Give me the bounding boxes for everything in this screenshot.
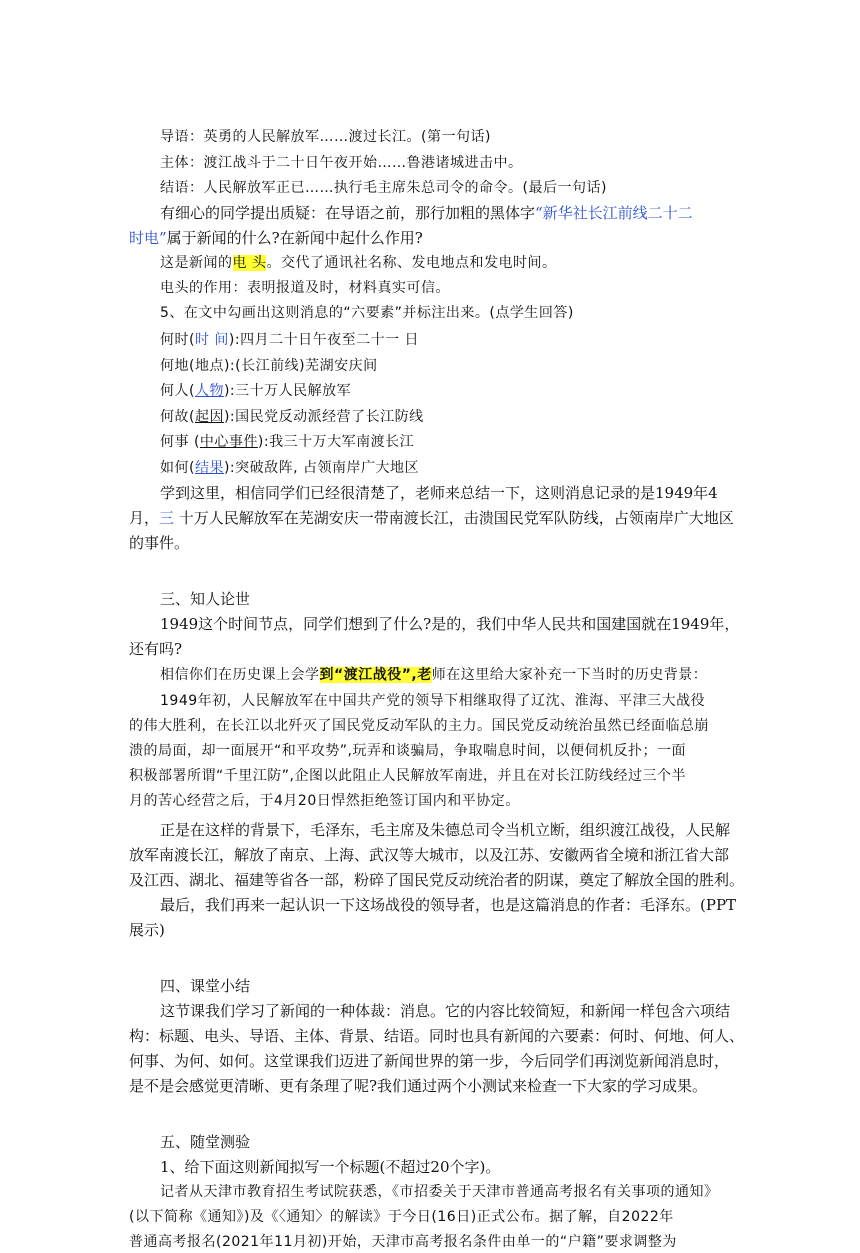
lesson-summary-line: 构：标题、电头、导语、主体、背景、结语。同时也具有新闻的六要素：何时、何地、何人、 [129,1027,745,1045]
summary-para-line: 学到这里，相信同学们已经很清楚了，老师来总结一下，这则消息记录的是1949年4 [160,484,718,502]
element-prefix: 如何( [160,460,195,476]
element-where: 何地(地点):(长江前线)芜湖安庆间 [160,358,378,374]
lesson-summary-line: 这节课我们学习了新闻的一种体裁：消息。它的内容比较简短，和新闻一样包含六项结 [160,1002,731,1020]
section-heading-3: 三、知人论世 [160,590,251,608]
quiz-question-1: 1、给下面这则新闻拟写一个标题(不超过20个字)。 [160,1158,501,1176]
context-line: 1949这个时间节点，同学们想到了什么?是的，我们中华人民共和国建国就在1949年， [160,615,740,633]
summary-text: 月， [129,509,160,527]
lead-line: 导语：英勇的人民解放军……渡过长江。(第一句话) [160,129,491,145]
history-para-line: 1949年初，人民解放军在中国共产党的领导下相继取得了辽沈、淮海、平津三大战役 [160,693,706,709]
task-5: 5、在文中勾画出这则消息的“六要素”并标注出来。(点学生回答) [160,305,574,321]
history-text: 相信你们在历史课上会学 [160,667,320,683]
background-para-line: 及江西、湖北、福建等省各一部，粉碎了国民党反动统治者的阴谋，奠定了解放全国的胜利。 [129,871,745,889]
element-label: 人物 [194,383,224,399]
answer-text: 这是新闻的 [160,255,233,271]
element-who [160,380,351,402]
history-text-2: 师在这里给大家补充一下当时的历史背景： [431,667,708,683]
element-label: 时 间 [194,332,229,348]
quiz-news-line: (以下简称《通知》)及《〈通知〉的解读》于今日(16日)正式公布。据了解，自2022年 [129,1209,674,1225]
answer-text-2: 。交代了通讯社名称、发电地点和发电时间。 [266,255,557,271]
element-value: ):三十万人民解放军 [223,383,352,399]
element-when [160,329,419,351]
element-value: ):四月二十日午夜至二十一 日 [228,332,420,348]
body-line: 主体：渡江战斗于二十日午夜开始……鲁港诸城进击中。 [160,155,523,171]
question-text: 有细心的同学提出质疑：在导语之前，那行加粗的黑体字 [160,204,536,222]
lesson-summary-line: 是不是会感觉更清晰、更有条理了呢?我们通过两个小测试来检查一下大家的学习成果。 [129,1077,708,1095]
highlight-dateline: 电 头 [232,255,267,271]
dateline-quote: “新华社长江前线二十二 [535,204,693,222]
summary-para-line: 的事件。 [129,534,190,552]
section-heading-4: 四、课堂小结 [160,977,251,995]
element-value: ):国民党反动派经营了长江防线 [223,409,424,425]
history-intro [160,664,707,686]
history-para-line: 溃的局面，却一面展开“和平攻势”,玩弄和谈骗局，争取喘息时间，以便伺机反扑；一面 [129,743,686,759]
dateline-quote-end: 时电” [129,229,167,247]
element-label: 中心事件 [199,434,258,450]
dateline-function: 电头的作用：表明报道及时，材料真实可信。 [160,280,450,296]
author-line: 最后，我们再来一起认识一下这场战役的领导者，也是这篇消息的作者：毛泽东。(PPT [160,896,737,914]
element-prefix: 何故( [160,409,195,425]
quiz-news-line: 普通高考报名(2021年11月初)开始，天津市高考报名条件由单一的“户籍”要求调整为 [129,1234,677,1250]
element-value: ):突破敌阵, 占领南岸广大地区 [223,460,420,476]
element-prefix: 何人( [160,383,195,399]
element-label: 结果 [194,460,224,476]
quiz-news-line: 记者从天津市教育招生考试院获悉，《市招委关于天津市普通高考报名有关事项的通知》 [160,1184,719,1200]
background-para-line: 放军南渡长江，解放了南京、上海、武汉等大城市，以及江苏、安徽两省全境和浙江省大部 [129,846,730,864]
history-para-line: 月的苦心经营之后，于4月20日悍然拒绝签订国内和平协定。 [129,793,520,809]
context-line: 还有吗? [129,640,183,658]
question-line [160,202,693,224]
element-value: ):我三十万大军南渡长江 [257,434,415,450]
history-para-line: 的伟大胜利，在长江以北歼灭了国民党反动军队的主力。国民党反动统治虽然已经面临总崩 [129,718,709,734]
background-para-line: 正是在这样的背景下，毛泽东，毛主席及朱德总司令当机立断，组织渡江战役，人民解 [160,821,731,839]
lesson-summary-line: 何事、为何、如何。这堂课我们迈进了新闻世界的第一步，今后同学们再浏览新闻消息时， [129,1052,730,1070]
author-line: 展示) [129,921,165,939]
summary-para-line [129,507,734,529]
answer-line [160,252,556,274]
question-text-2: 属于新闻的什么?在新闻中起什么作用? [166,229,423,247]
highlight-battle: 到“渡江战役”,老 [319,667,432,683]
element-prefix: 何时( [160,332,195,348]
history-para-line: 积极部署所谓“千里江防”,企图以此阻止人民解放军南进，并且在对长江防线经过三个半 [129,768,686,784]
element-prefix: 何事 ( [160,434,200,450]
element-what [160,431,414,453]
section-heading-5: 五、随堂测验 [160,1133,251,1151]
question-line-2 [129,227,423,249]
element-why [160,406,424,428]
summary-text-2: 十万人民解放军在芜湖安庆一带南渡长江，击溃国民党军队防线，占领南岸广大地区 [174,509,734,527]
element-label: 起因 [194,409,224,425]
element-how [160,457,419,479]
ending-line: 结语：人民解放军正已……执行毛主席朱总司令的命令。(最后一句话) [160,180,607,196]
summary-blue-char: 三 [159,509,175,527]
